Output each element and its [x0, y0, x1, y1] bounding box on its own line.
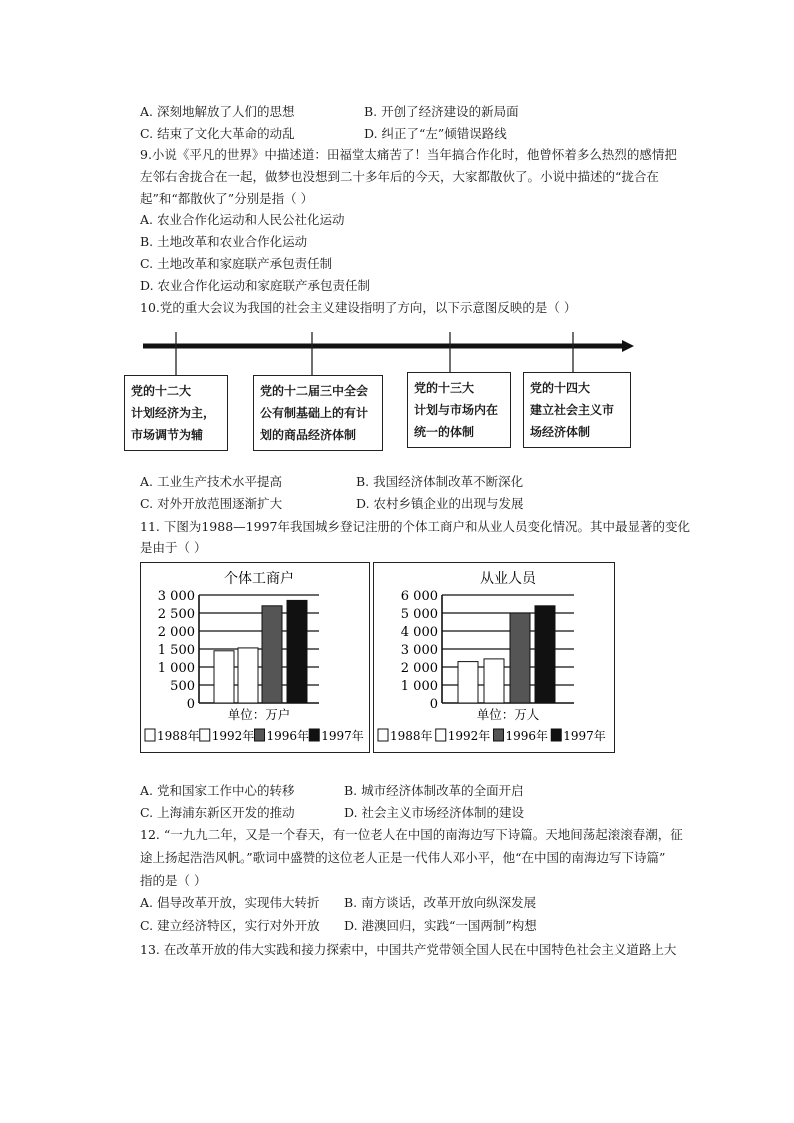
q13-stem-line1: 13. 在改革开放的伟大实践和接力探索中，中国共产党带领全国人民在中国特色社会主义道路上大 [140, 942, 677, 957]
bar-1997年 [535, 606, 555, 703]
legend-label: 1996年 [266, 729, 310, 743]
q9-option-a: A. 农业合作化运动和人民公社化运动 [140, 212, 345, 227]
chart-title: 从业人员 [480, 571, 536, 587]
legend-swatch [145, 729, 155, 741]
legend-swatch [309, 729, 319, 741]
y-tick-label: 3 000 [400, 643, 438, 658]
legend-swatch [551, 729, 561, 741]
q10-option-d: D. 农村乡镇企业的出现与发展 [356, 496, 524, 511]
legend-swatch [494, 729, 504, 741]
q12-option-a: A. 倡导改革开放，实现伟大转折 [140, 895, 320, 910]
q9-stem-line3: 起”和“都散伙了”分别是指（ ） [140, 191, 314, 206]
q12-option-c: C. 建立经济特区，实行对外开放 [140, 918, 320, 933]
q8-option-a: A. 深刻地解放了人们的思想 [140, 104, 295, 119]
q8-option-d: D. 纠正了“左”倾错误路线 [364, 126, 507, 141]
q11-option-d: D. 社会主义市场经济体制的建设 [344, 805, 525, 820]
bar-1996年 [510, 613, 530, 703]
chart-households [141, 563, 368, 751]
bar-1992年 [238, 648, 258, 703]
bar-1996年 [262, 606, 282, 703]
y-tick-label: 1 500 [157, 643, 195, 658]
q12-stem-line3: 指的是（ ） [140, 873, 207, 888]
y-tick-label: 3 000 [157, 589, 195, 604]
legend-label: 1988年 [157, 729, 200, 743]
legend-label: 1988年 [390, 729, 433, 743]
q11-stem-line1: 11. 下图为1988—1997年我国城乡登记注册的个体工商户和从业人员变化情况。其中最显著的变化 [140, 519, 690, 534]
q10-option-b: B. 我国经济体制改革不断深化 [356, 474, 524, 489]
bar-1997年 [287, 600, 307, 703]
y-tick-label: 0 [186, 697, 195, 712]
legend-label: 1997年 [563, 729, 606, 743]
timeline-box-14th-congress: 党的十四大 建立社会主义市 场经济体制 [523, 372, 631, 448]
unit-label: 单位：万户 [227, 707, 291, 722]
q9-option-b: B. 土地改革和农业合作化运动 [140, 234, 308, 249]
timeline-diagram [0, 0, 794, 470]
q11-option-c: C. 上海浦东新区开发的推动 [140, 805, 295, 820]
chart-title: 个体工商户 [224, 571, 294, 587]
q8-option-c: C. 结束了文化大革命的动乱 [140, 126, 295, 141]
q12-option-d: D. 港澳回归，实践“一国两制”构想 [344, 918, 537, 933]
q9-stem-line1: 9.小说《平凡的世界》中描述道：田福堂太痛苦了！当年搞合作化时，他曾怀着多么热烈的感情把 [140, 147, 677, 162]
timeline-arrowhead [622, 340, 634, 352]
legend-label: 1997年 [321, 729, 364, 743]
unit-label: 单位：万人 [476, 707, 540, 722]
q9-option-c: C. 土地改革和家庭联产承包责任制 [140, 256, 333, 271]
q11-option-a: A. 党和国家工作中心的转移 [140, 783, 295, 798]
legend-label: 1992年 [211, 729, 255, 743]
q12-stem-line2: 途上扬起浩浩风帆。”歌词中盛赞的这位老人正是一代伟人邓小平，他“在中国的南海边写下诗篇” [140, 850, 666, 865]
chart-frame-households [140, 562, 370, 753]
legend-swatch [255, 729, 265, 741]
q12-option-b: B. 南方谈话，改革开放向纵深发展 [344, 895, 537, 910]
q9-option-d: D. 农业合作化运动和家庭联产承包责任制 [140, 278, 371, 293]
q12-stem-line1: 12. “一九九二年，又是一个春天，有一位老人在中国的南海边写下诗篇。天地间荡起滚滚春潮，征 [140, 827, 683, 842]
y-tick-label: 4 000 [400, 625, 438, 640]
legend-label: 1992年 [447, 729, 491, 743]
q9-stem-line2: 左邻右舍拢合在一起，做梦也没想到二十多年后的今天，大家都散伙了。小说中描述的“拢合在 [140, 169, 659, 184]
q10-stem: 10.党的重大会议为我国的社会主义建设指明了方向，以下示意图反映的是（ ） [140, 300, 577, 315]
legend-label: 1996年 [505, 729, 549, 743]
y-tick-label: 2 000 [157, 625, 195, 640]
y-tick-label: 500 [170, 679, 195, 694]
q8-option-b: B. 开创了经济建设的新局面 [364, 104, 519, 119]
q11-stem-line2: 是由于（ ） [140, 540, 207, 555]
chart-frame-employees [373, 562, 615, 753]
chart-employees [374, 563, 613, 751]
legend-swatch [200, 729, 210, 741]
y-tick-label: 2 000 [400, 661, 438, 676]
y-tick-label: 1 000 [157, 661, 195, 676]
y-tick-label: 6 000 [400, 589, 438, 604]
y-tick-label: 1 000 [400, 679, 438, 694]
legend-swatch [436, 729, 446, 741]
bar-1988年 [214, 651, 234, 703]
legend-swatch [378, 729, 388, 741]
bar-1988年 [458, 662, 478, 703]
timeline-box-12th-congress: 党的十二大 计划经济为主， 市场调节为辅 [124, 375, 228, 451]
bar-1992年 [484, 659, 504, 703]
y-tick-label: 5 000 [400, 607, 438, 622]
y-tick-label: 0 [429, 697, 438, 712]
timeline-box-12th-3rd-plenum: 党的十二届三中全会 公有制基础上的有计 划的商品经济体制 [253, 375, 383, 451]
q10-option-c: C. 对外开放范围逐渐扩大 [140, 496, 283, 511]
timeline-box-13th-congress: 党的十三大 计划与市场内在 统一的体制 [407, 372, 511, 448]
q10-option-a: A. 工业生产技术水平提高 [140, 474, 282, 489]
y-tick-label: 2 500 [157, 607, 195, 622]
q11-option-b: B. 城市经济体制改革的全面开启 [344, 783, 524, 798]
